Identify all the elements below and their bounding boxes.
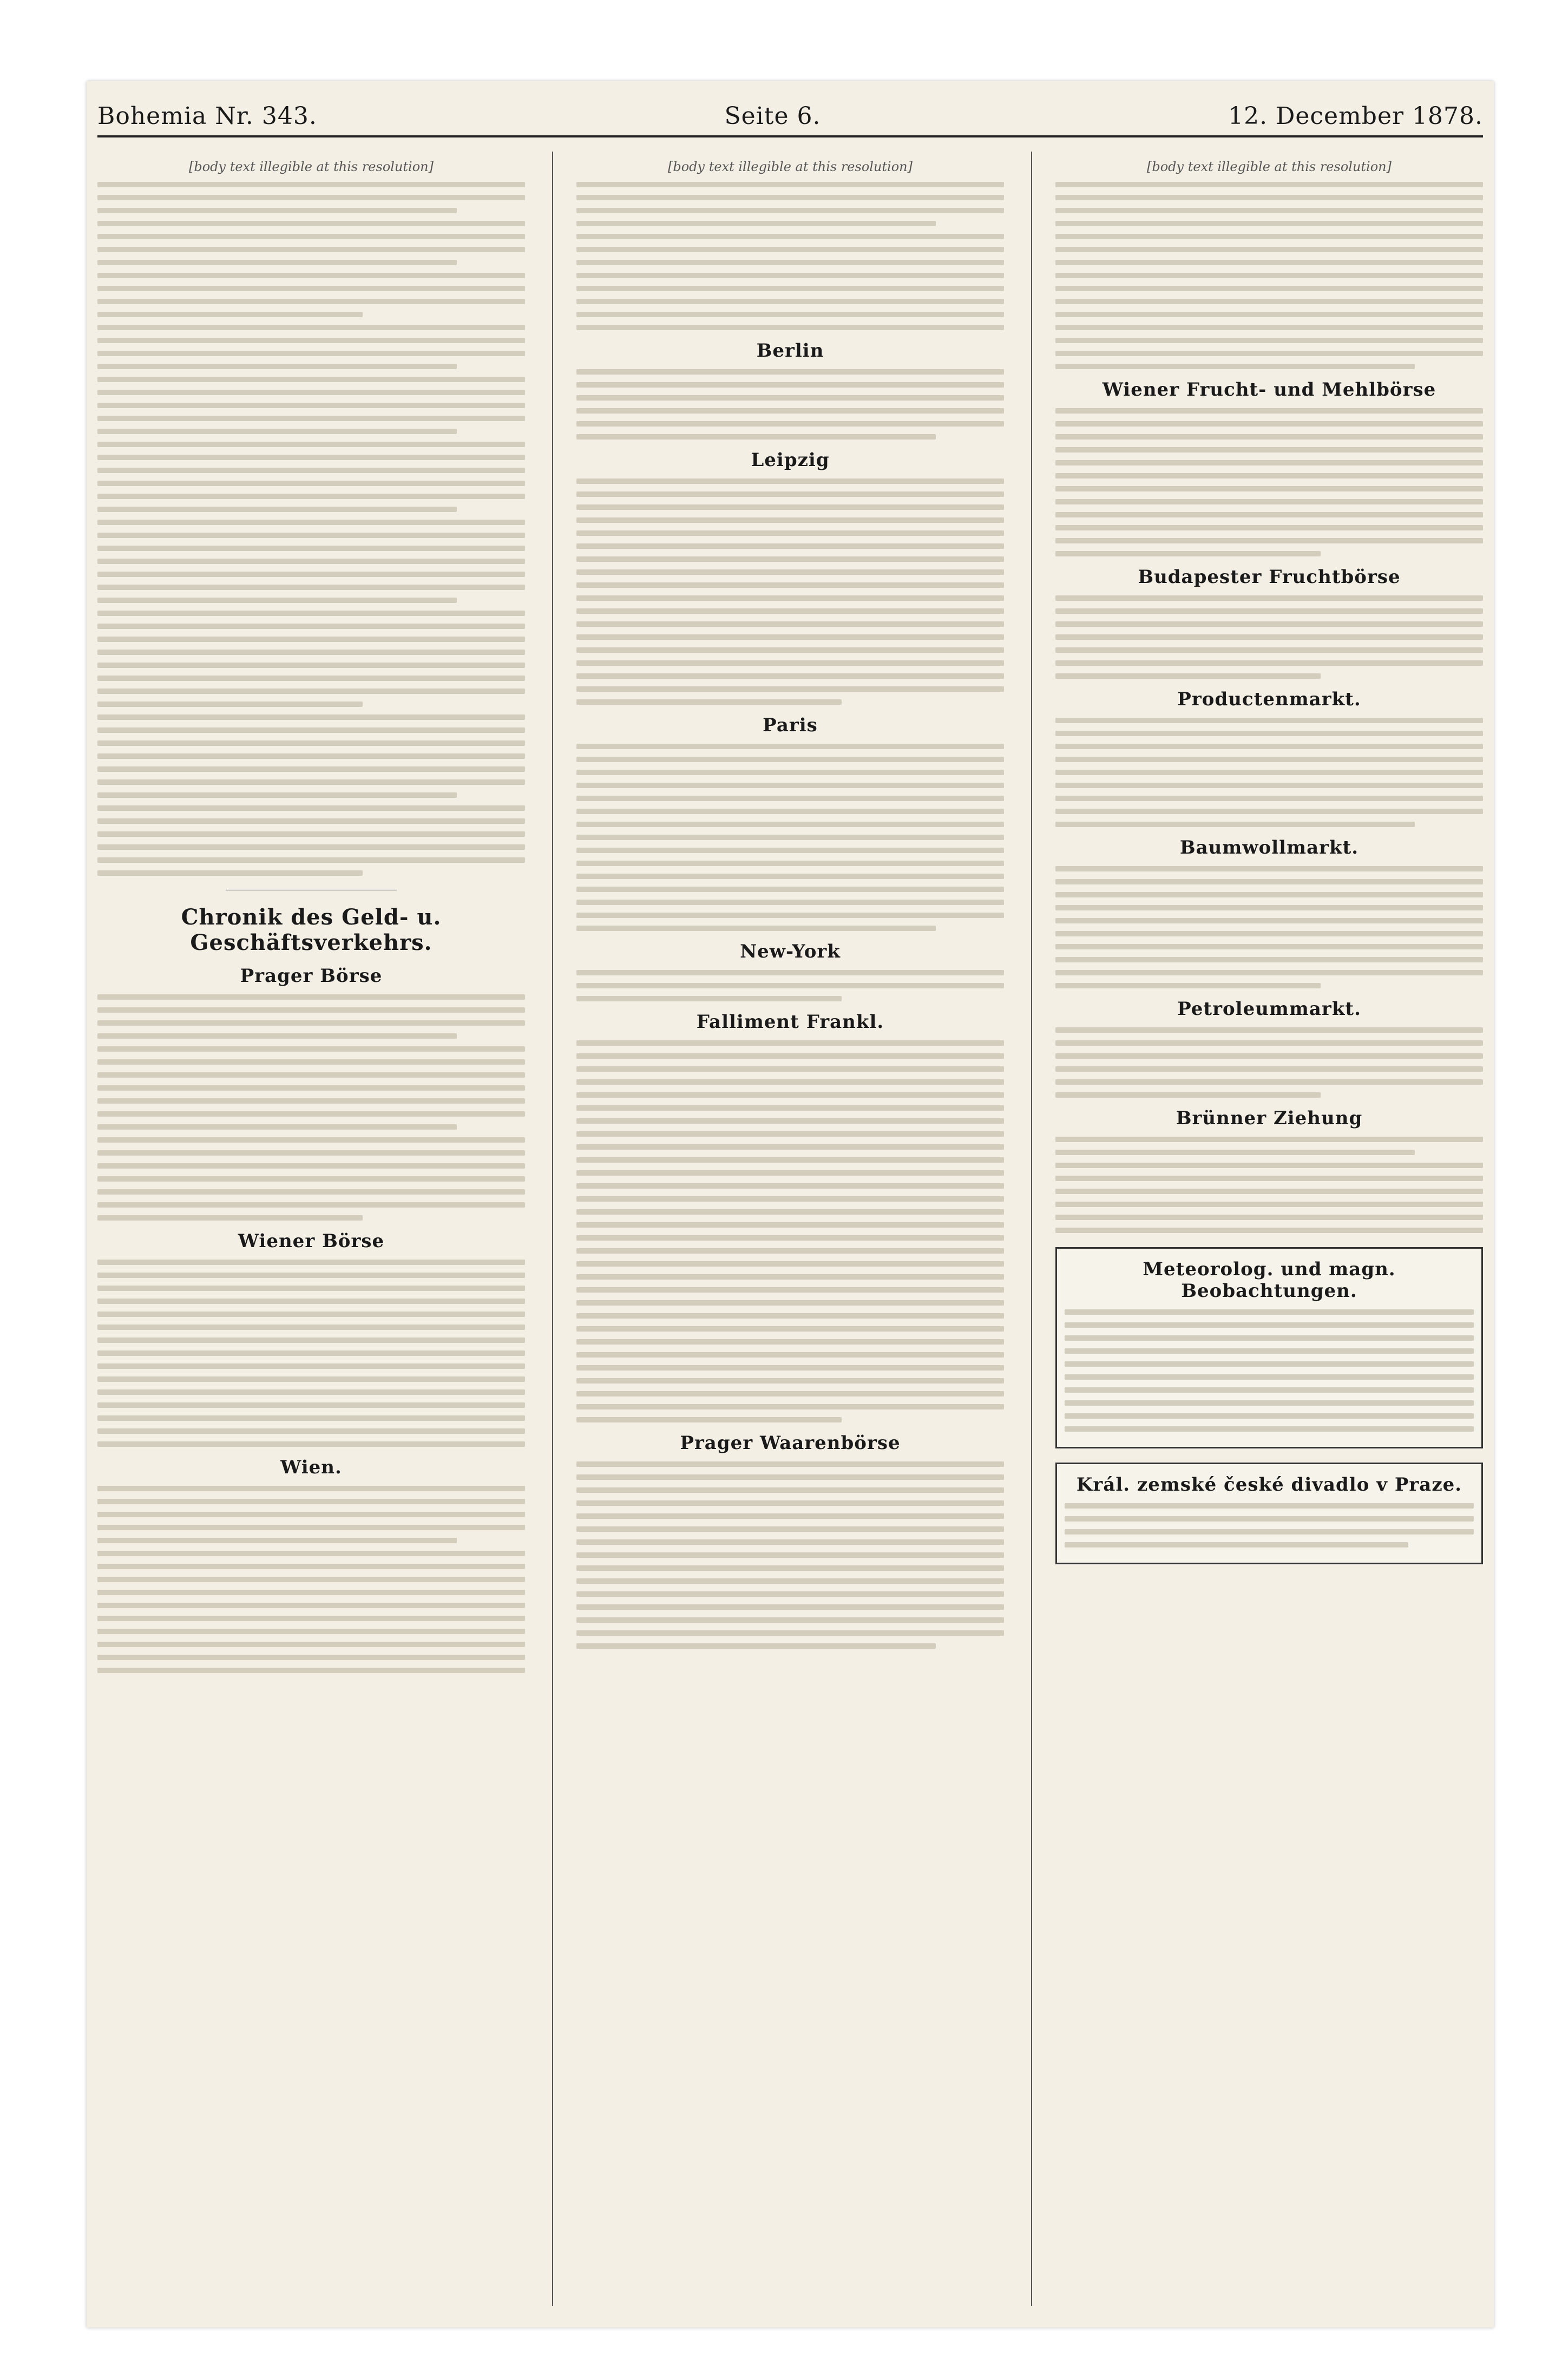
illegible-note: [body text illegible at this resolution] <box>668 159 913 174</box>
body-text-block <box>576 1461 1004 1649</box>
article-heading: Wien. <box>280 1457 342 1478</box>
illegible-note: [body text illegible at this resolution] <box>189 159 434 174</box>
article-heading: Leipzig <box>751 449 830 471</box>
theatre-box <box>1055 1463 1483 1564</box>
paper-name: Bohemia Nr. 343. <box>97 102 317 130</box>
body-text-block <box>576 369 1004 440</box>
article-heading: Budapester Fruchtbörse <box>1138 566 1401 588</box>
article-heading: Prager Börse <box>240 965 383 987</box>
article-heading: Paris <box>763 714 818 736</box>
body-text-block <box>576 182 1004 330</box>
body-text-block <box>1055 866 1483 988</box>
section-title: Chronik des Geld- u. Geschäftsverkehrs. <box>181 904 442 955</box>
article-heading: Brünner Ziehung <box>1176 1107 1363 1129</box>
column-middle <box>576 152 1004 2306</box>
body-text-block <box>1065 1503 1474 1548</box>
body-text-block <box>97 994 525 1221</box>
article-heading: Wiener Börse <box>238 1230 385 1252</box>
page-number: Seite 6. <box>724 102 821 130</box>
article-heading: Productenmarkt. <box>1177 689 1361 710</box>
body-text-block <box>1055 1137 1483 1155</box>
article-heading: Baumwollmarkt. <box>1179 837 1359 858</box>
illegible-note: [body text illegible at this resolution] <box>1147 159 1392 174</box>
article-heading: Prager Waarenbörse <box>680 1432 901 1454</box>
weather-table-box <box>1055 1247 1483 1448</box>
price-table <box>97 1260 525 1447</box>
issue-date: 12. December 1878. <box>1228 102 1483 130</box>
column-left <box>97 152 525 2306</box>
notice-block <box>1055 1163 1483 1233</box>
article-heading: Petroleummarkt. <box>1177 998 1361 1020</box>
body-text-block <box>1055 408 1483 556</box>
body-text-block <box>1055 718 1483 827</box>
newspaper-page <box>87 81 1494 2327</box>
column-divider <box>1031 152 1032 2306</box>
body-text-block <box>576 744 1004 931</box>
body-text-block <box>1055 595 1483 679</box>
column-divider <box>552 152 553 2306</box>
article-heading: Berlin <box>756 340 824 362</box>
weather-table <box>1065 1309 1474 1432</box>
column-right <box>1055 152 1483 2306</box>
article-heading: Falliment Frankl. <box>696 1011 884 1033</box>
separator-ornament <box>226 889 397 890</box>
body-text-block <box>576 478 1004 705</box>
article-heading: Meteorolog. und magn. Beobachtungen. <box>1143 1258 1396 1302</box>
masthead <box>97 92 1483 130</box>
article-heading: Wiener Frucht- und Mehlbörse <box>1102 379 1436 401</box>
body-text-block <box>576 970 1004 1001</box>
article-heading: Král. zemské české divadlo v Praze. <box>1076 1474 1462 1496</box>
body-text-block <box>576 1040 1004 1422</box>
body-text-block <box>97 182 525 876</box>
article-heading: New-York <box>740 941 841 962</box>
body-text-block <box>97 1486 525 1673</box>
body-text-block <box>1055 182 1483 369</box>
body-text-block <box>1055 1027 1483 1098</box>
header-rule <box>97 135 1483 137</box>
